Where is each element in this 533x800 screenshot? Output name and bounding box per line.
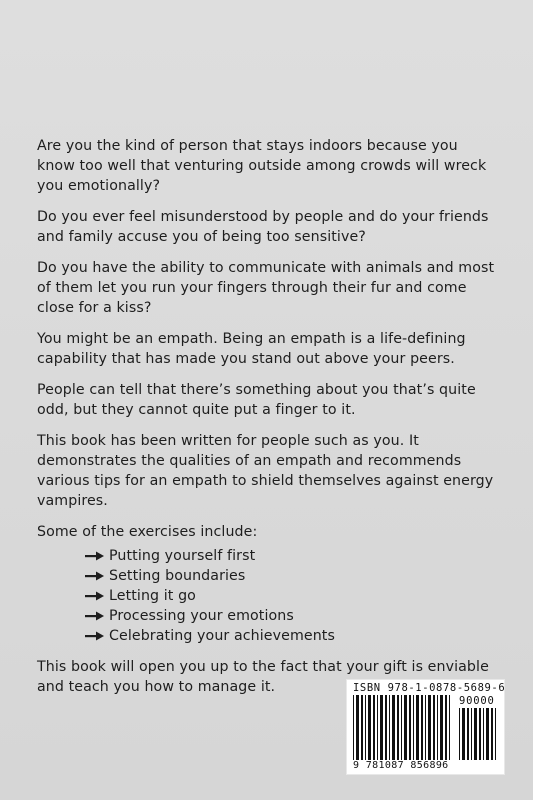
barcode-bar	[437, 695, 438, 760]
paragraph: Do you ever feel misunderstood by people and do your friends and family accuse you of being too sensitive?	[37, 209, 489, 245]
right-arrow-icon	[85, 591, 104, 601]
closing-paragraph: This book will open you up to the fact that your gift is enviable and teach you how to manage it.	[37, 659, 489, 695]
isbn-label: ISBN 978-1-0878-5689-6	[353, 682, 506, 694]
barcode-bar	[392, 695, 395, 760]
barcode-bar	[474, 708, 477, 760]
barcode-bar	[459, 708, 460, 760]
barcode-bar	[462, 708, 465, 760]
list-item	[85, 626, 499, 646]
barcode-bar	[495, 708, 496, 760]
barcode-bar	[440, 695, 443, 760]
exercise-list	[37, 546, 499, 646]
right-arrow-icon	[85, 551, 104, 561]
barcode-bar	[471, 708, 472, 760]
list-item	[85, 546, 499, 566]
right-arrow-icon	[85, 631, 104, 641]
ean-digits: 9 781087 856896	[353, 760, 449, 771]
paragraph: This book has been written for people such as you. It demonstrates the qualities of an empath and recommends various tips for an empath to shield themselves against energy vampires.	[37, 433, 494, 509]
barcode-bar	[491, 708, 493, 760]
barcode-bar	[377, 695, 378, 760]
barcode-bar	[385, 695, 387, 760]
isbn-barcode	[346, 679, 505, 775]
paragraph: Do you have the ability to communicate with animals and most of them let you run your fingers through their fur and come close for a kiss?	[37, 260, 495, 316]
list-item-label: Setting boundaries	[109, 568, 246, 584]
barcode-bar	[409, 695, 411, 760]
barcode-bar	[467, 708, 469, 760]
barcode-bar	[401, 695, 402, 760]
barcode-bar	[479, 708, 481, 760]
barcode-bar	[449, 695, 450, 760]
list-item-label: Celebrating your achievements	[109, 628, 335, 644]
list-item-label: Letting it go	[109, 588, 196, 604]
barcode-bar	[356, 695, 359, 760]
barcode-bar	[368, 695, 371, 760]
right-arrow-icon	[85, 611, 104, 621]
list-item-label: Putting yourself first	[109, 548, 256, 564]
barcode-bar	[380, 695, 383, 760]
paragraph: People can tell that there’s something about you that’s quite odd, but they cannot quite put a finger to it.	[37, 382, 476, 418]
barcode-bar	[416, 695, 419, 760]
paragraph: Are you the kind of person that stays indoors because you know too well that venturing outside among crowds will wreck you emotionally?	[37, 138, 487, 194]
exercises-intro: Some of the exercises include:	[37, 524, 258, 540]
right-arrow-icon	[85, 571, 104, 581]
barcode-bar	[483, 708, 484, 760]
list-item	[85, 566, 499, 586]
barcode-bar	[365, 695, 366, 760]
barcode-bar	[433, 695, 435, 760]
list-item-label: Processing your emotions	[109, 608, 294, 624]
barcode-bar	[425, 695, 426, 760]
list-item	[85, 586, 499, 606]
paragraph: You might be an empath. Being an empath is a life-defining capability that has made you stand out above your peers.	[37, 331, 466, 367]
barcode-bar	[353, 695, 354, 760]
barcode-bar	[428, 695, 431, 760]
barcode-bar	[361, 695, 363, 760]
barcode-bar	[404, 695, 407, 760]
barcode-bar	[421, 695, 423, 760]
price-code: 90000	[459, 695, 495, 707]
barcode-bar	[373, 695, 375, 760]
barcode-bar	[445, 695, 447, 760]
barcode-bar	[413, 695, 414, 760]
blurb-text	[37, 136, 499, 708]
barcode-bar	[486, 708, 489, 760]
barcode-bar	[389, 695, 390, 760]
list-item	[85, 606, 499, 626]
barcode-bar	[397, 695, 399, 760]
